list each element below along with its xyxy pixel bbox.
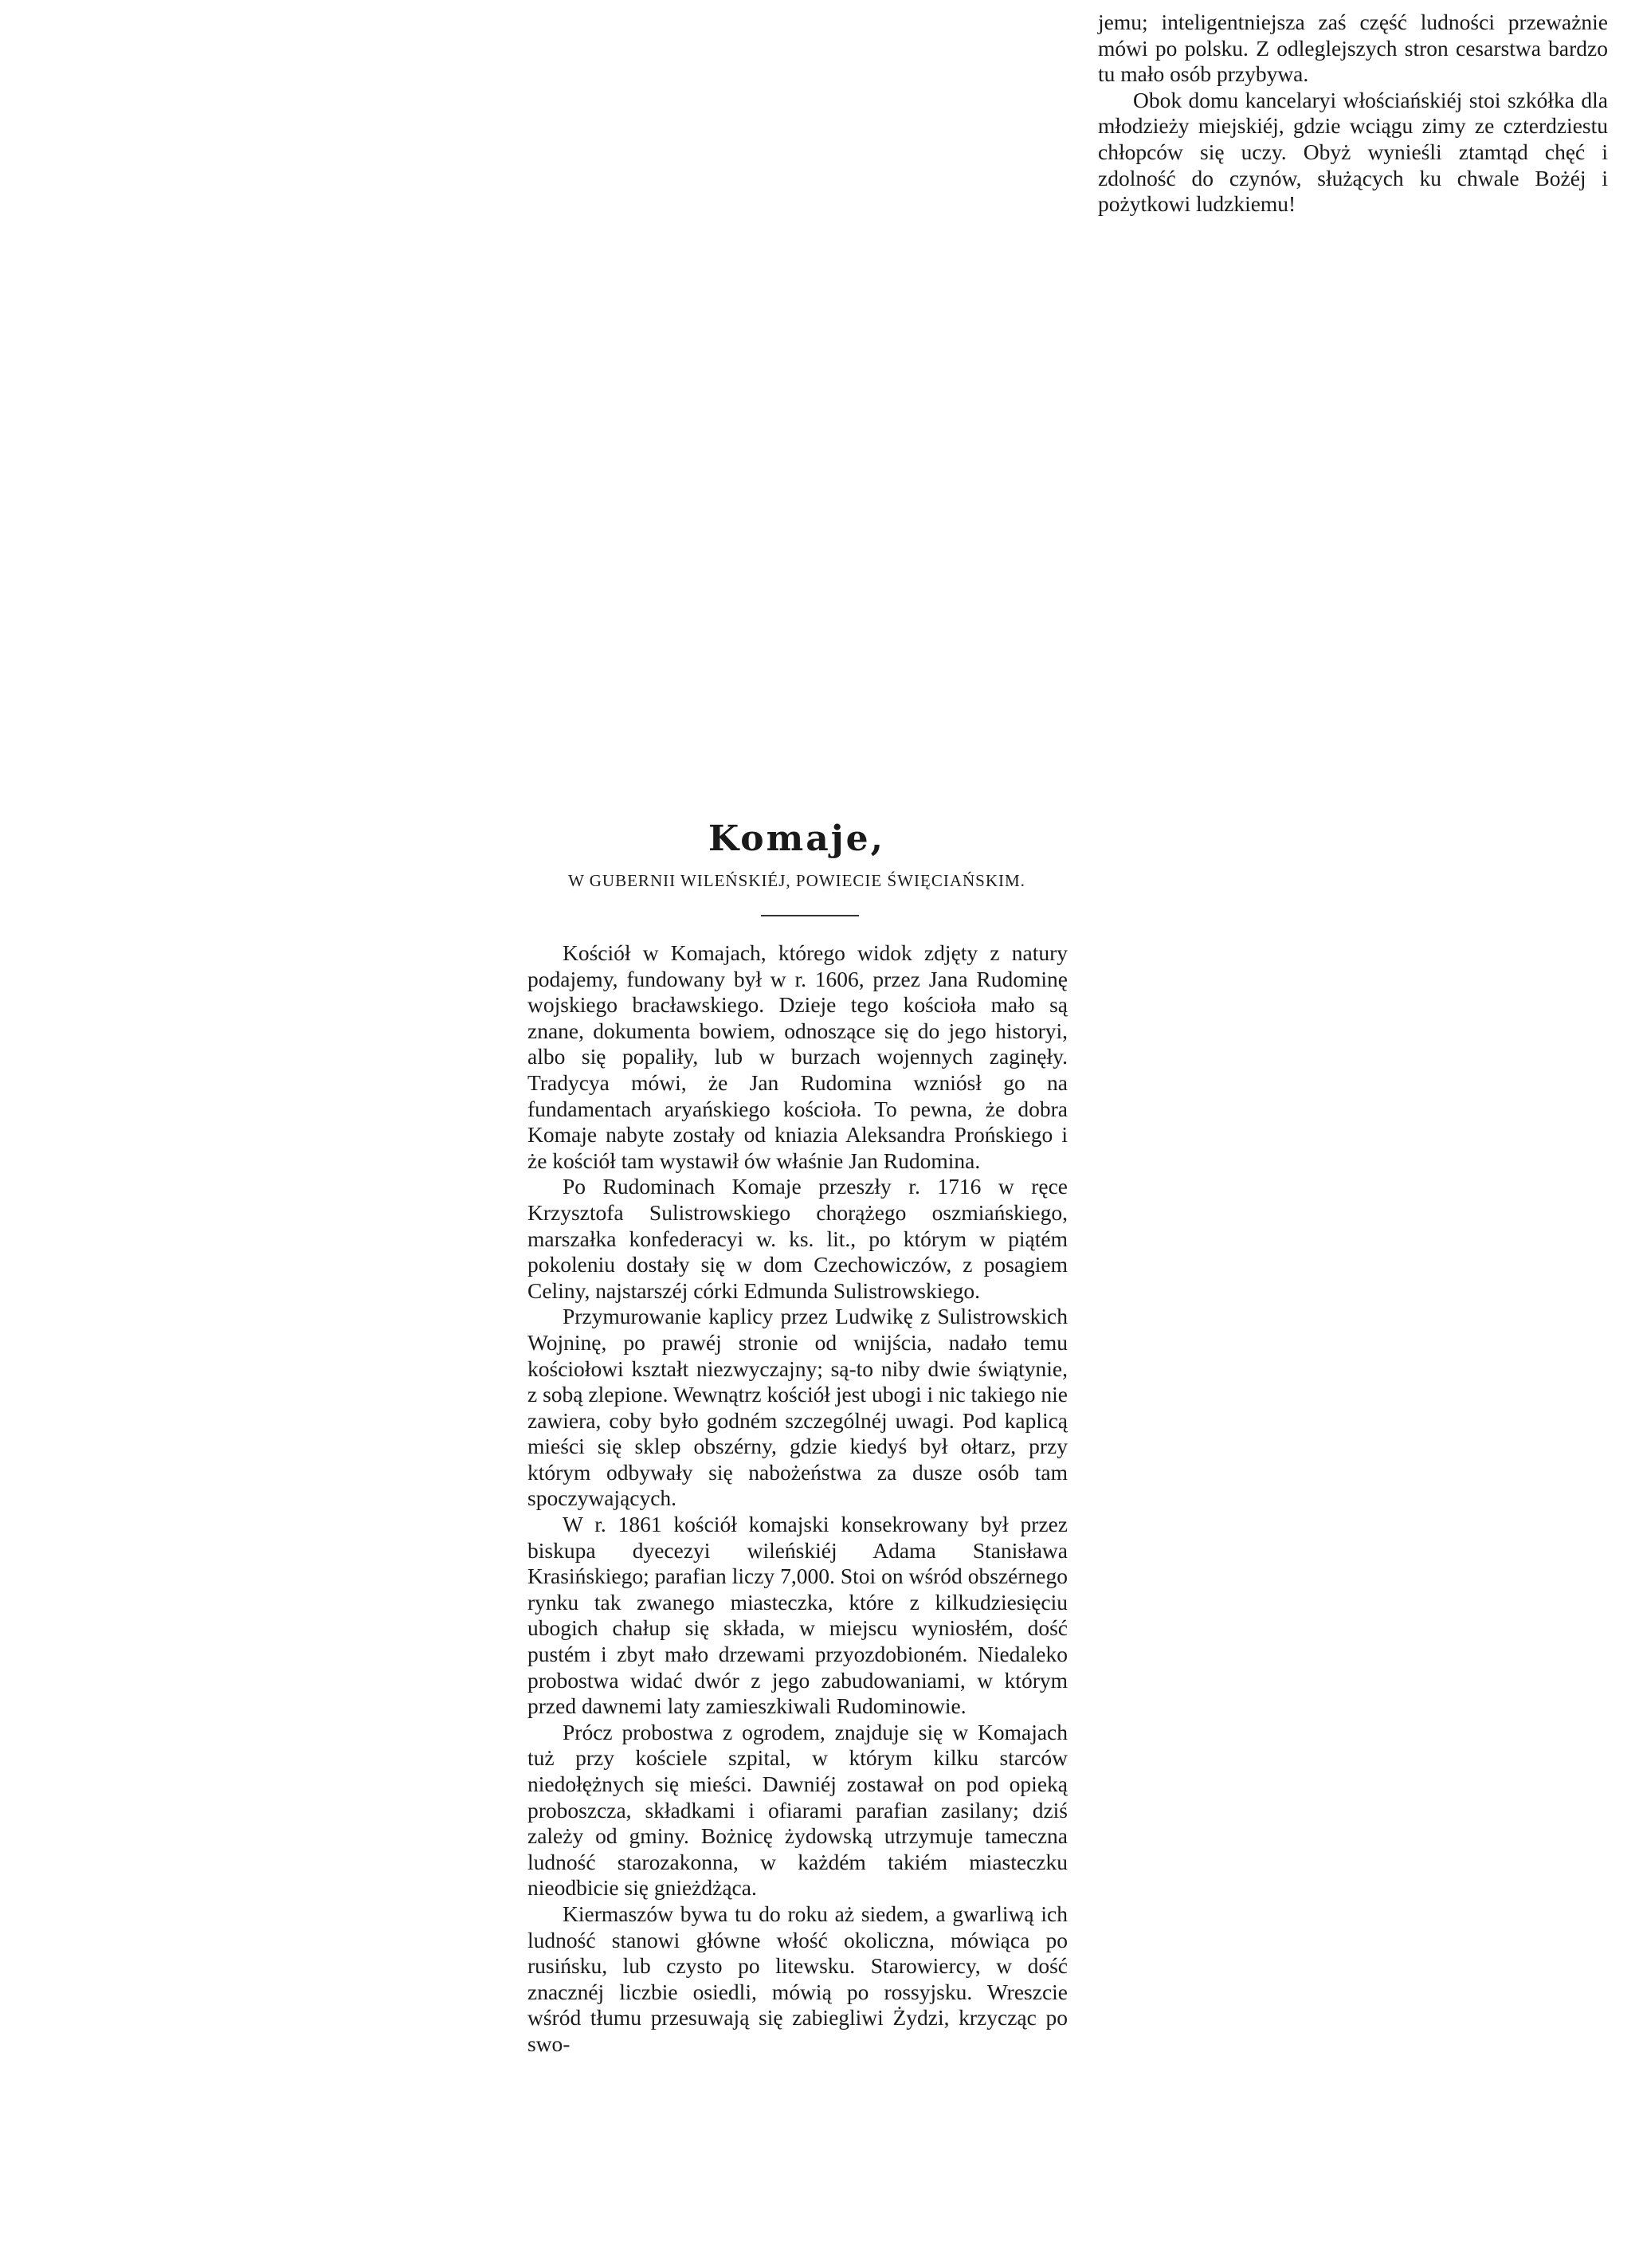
article-paragraph: Przymurowanie kaplicy przez Ludwikę z Sulistrowskich Wojninę, po prawéj stronie od wnijścia, nadało temu kościołowi kształt niezwyczajny; są-to niby dwie świątynie, z sobą zlepione. Wewnątrz kościół jest ubogi i nic takiego nie zawiera, coby było godném szczególnéj uwagi. Pod kaplicą mieści się sklep obszérny, gdzie kiedyś był ołtarz, przy którym odbywały się nabożeństwa za dusze osób tam spoczywających. <box>527 1304 1068 1511</box>
article-paragraph: Prócz probostwa z ogrodem, znajduje się w Komajach tuż przy kościele szpital, w którym kilku starców niedołężnych się mieści. Dawniéj zostawał on pod opieką proboszcza, składkami i ofiarami parafian zasilany; dziś zależy od gminy. Bożnicę żydowską utrzymuje tameczna ludność starozakonna, w każdém takiém miasteczku nieodbicie się gnieżdżąca. <box>527 1719 1068 1901</box>
article-paragraph: Po Rudominach Komaje przeszły r. 1716 w ręce Krzysztofa Sulistrowskiego chorążego oszmiańskiego, marszałka konfederacyi w. ks. lit., po którym w piątém pokoleniu dostały się w dom Czechowiczów, z posagiem Celiny, najstarszéj córki Edmunda Sulistrowskiego. <box>527 1174 1068 1303</box>
article-body <box>527 940 1068 2058</box>
article-subtitle: W GUBERNII WILEŃSKIÉJ, POWIECIE ŚWIĘCIAŃSKIM. <box>568 871 1025 890</box>
article-paragraph: W r. 1861 kościół komajski konsekrowany był przez biskupa dyecezyi wileńskiéj Adama Stanisława Krasińskiego; parafian liczy 7,000. Stoi on wśród obszérnego rynku tak zwanego miasteczka, które z kilkudziesięciu ubogich chałup się składa, w miejscu wyniosłém, dość pustém i zbyt mało drzewami przyozdobioném. Niedaleko probostwa widać dwór z jego zabudowaniami, w którym przed dawnemi laty zamieszkiwali Rudominowie. <box>527 1512 1068 1719</box>
title-divider <box>761 915 859 916</box>
top-paragraph-continued: jemu; inteligentniejsza zaś część ludności przeważnie mówi po polsku. Z odleglejszych stron cesarstwa bardzo tu mało osób przybywa. <box>1098 10 1608 87</box>
article-paragraph: Kościół w Komajach, którego widok zdjęty z natury podajemy, fundowany był w r. 1606, przez Jana Rudominę wojskiego bracławskiego. Dzieje tego kościoła mało są znane, dokumenta bowiem, odnoszące się do jego historyi, albo się popaliły, lub w burzach wojennych zaginęły. Tradycya mówi, że Jan Rudomina wzniósł go na fundamentach aryańskiego kościoła. To pewna, że dobra Komaje nabyte zostały od kniazia Aleksandra Prońskiego i że kościół tam wystawił ów właśnie Jan Rudomina. <box>527 940 1068 1173</box>
article-paragraph: Kiermaszów bywa tu do roku aż siedem, a gwarliwą ich ludność stanowi główne włość okoliczna, mówiąca po rusińsku, lub czysto po litewsku. Starowiercy, w dość znacznéj liczbie osiedli, mówią po rossyjsku. Wreszcie wśród tłumu przesuwają się zabiegliwi Żydzi, krzycząc po swo- <box>527 1901 1068 2056</box>
top-paragraph-school: Obok domu kancelaryi włościańskiéj stoi szkółka dla młodzieży miejskiéj, gdzie wciągu zimy ze czterdziestu chłopców się uczy. Obyż wynieśli ztamtąd chęć i zdolność do czynów, służących ku chwale Bożéj i pożytkowi ludzkiemu! <box>1098 87 1608 217</box>
top-text-column <box>1098 10 1608 218</box>
article-title: Komaje, <box>708 818 885 859</box>
